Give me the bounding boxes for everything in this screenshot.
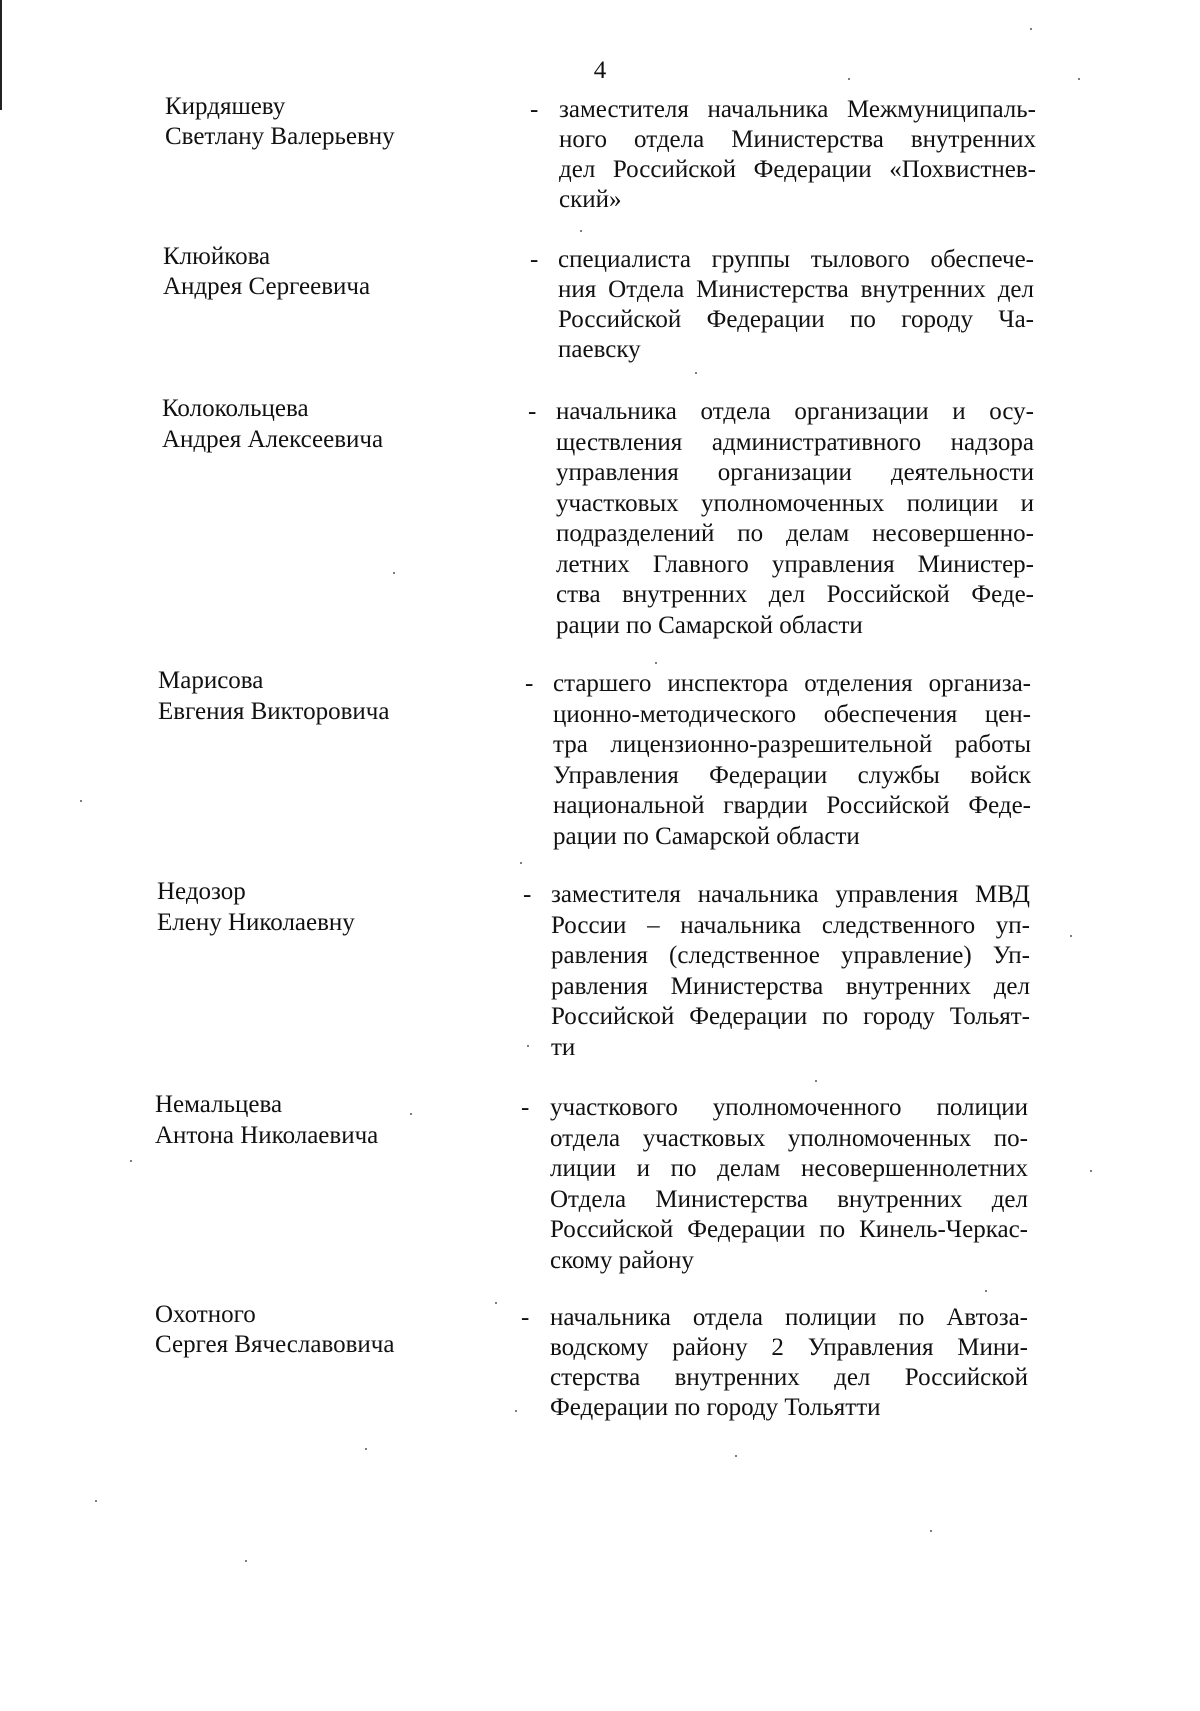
position-line: Отдела Министерства внутренних дел	[550, 1185, 1028, 1213]
position-line: подразделений по делам несовершенно-	[556, 520, 1034, 547]
position-line: специалиста группы тылового обеспече-	[558, 246, 1034, 273]
scan-speck	[495, 1302, 497, 1304]
entry-dash: -	[523, 881, 532, 908]
position-line: ти	[551, 1033, 576, 1061]
position-line: скому району	[550, 1246, 694, 1274]
scan-edge-line	[0, 0, 2, 110]
scan-speck	[245, 1560, 247, 1562]
position-line: ционно-методического обеспечения цен-	[553, 700, 1031, 728]
position-description	[558, 245, 1034, 365]
position-line: тра лицензионно-разрешительной работы	[553, 731, 1031, 758]
scan-speck	[695, 372, 697, 374]
position-line: участкового уполномоченного полиции	[550, 1094, 1028, 1121]
position-line: национальной гвардии Российской Феде-	[553, 792, 1031, 819]
person-name-line: Немальцева	[155, 1091, 283, 1118]
entry-dash: -	[521, 1094, 530, 1121]
position-line: Российской Федерации по городу Тольят-	[551, 1003, 1030, 1030]
person-name-line: Антона Николаевича	[155, 1121, 379, 1149]
person-name-line: Сергея Вячеславовича	[155, 1331, 395, 1358]
scan-speck	[1070, 935, 1072, 937]
position-description	[553, 669, 1031, 852]
position-line: ский»	[559, 186, 622, 213]
position-line: рации по Самарской области	[553, 822, 860, 850]
scan-speck	[580, 230, 582, 232]
person-name	[165, 92, 395, 152]
position-description	[556, 397, 1034, 641]
page-number: 4	[593, 57, 607, 84]
position-line: Российской Федерации по Кинель-Черкас-	[550, 1216, 1028, 1243]
scan-speck	[410, 1113, 412, 1115]
position-line: заместителя начальника Межмуниципаль-	[559, 96, 1036, 123]
scan-speck	[365, 1448, 367, 1450]
position-line: ства внутренних дел Российской Феде-	[556, 581, 1034, 608]
person-name	[157, 877, 355, 938]
person-name	[162, 394, 383, 455]
position-line: отдела участковых уполномоченных по-	[550, 1124, 1028, 1152]
scan-speck	[393, 572, 395, 574]
person-name	[155, 1090, 378, 1151]
position-line: летних Главного управления Министер-	[556, 550, 1034, 578]
position-line: паевску	[558, 336, 641, 363]
scan-speck	[130, 1160, 132, 1162]
person-name-line: Елену Николаевну	[157, 908, 355, 936]
person-name-line: Андрея Алексеевича	[162, 425, 384, 453]
position-line: Федерации по городу Тольятти	[550, 1394, 881, 1421]
position-line: ществления административного надзора	[556, 428, 1034, 456]
scan-speck	[1030, 28, 1032, 30]
scan-speck	[735, 1455, 737, 1457]
person-name-line: Клюйкова	[163, 243, 271, 270]
position-description	[551, 880, 1030, 1063]
position-line: начальника отдела организации и осу-	[556, 398, 1034, 425]
scan-speck	[1090, 1170, 1092, 1172]
position-description	[550, 1093, 1028, 1276]
position-line: рации по Самарской области	[556, 611, 863, 639]
position-line: управления организации деятельности	[556, 459, 1034, 486]
person-name-line: Марисова	[158, 667, 264, 694]
position-line: Управления Федерации службы войск	[553, 761, 1031, 789]
position-line: стерства внутренних дел Российской	[550, 1364, 1028, 1391]
person-name-line: Колокольцева	[162, 395, 309, 422]
position-line: заместителя начальника управления МВД	[551, 881, 1030, 908]
person-name-line: Охотного	[155, 1301, 256, 1328]
position-line: дел Российской Федерации «Похвистнев-	[559, 156, 1036, 183]
entry-dash: -	[525, 670, 534, 697]
position-line: равления (следственное управление) Уп-	[551, 942, 1030, 969]
scan-speck	[655, 662, 657, 664]
entry-dash: -	[521, 1304, 530, 1331]
position-line: России – начальника следственного уп-	[551, 911, 1030, 939]
position-line: участковых уполномоченных полиции и	[556, 489, 1034, 517]
scan-speck	[815, 1080, 817, 1082]
scan-speck	[848, 78, 850, 80]
position-line: начальника отдела полиции по Автоза-	[550, 1304, 1028, 1331]
person-name-line: Кирдяшеву	[165, 93, 286, 120]
position-line: лиции и по делам несовершеннолетних	[550, 1155, 1028, 1182]
person-name-line: Андрея Сергеевича	[163, 273, 371, 300]
position-line: Российской Федерации по городу Ча-	[558, 306, 1034, 333]
scan-speck	[95, 1500, 97, 1502]
position-description	[550, 1303, 1028, 1423]
person-name-line: Светлану Валерьевну	[165, 123, 395, 150]
person-name	[163, 242, 370, 302]
position-line: ния Отдела Министерства внутренних дел	[558, 276, 1034, 303]
position-line: ного отдела Министерства внутренних	[559, 126, 1036, 153]
person-name-line: Недозор	[157, 878, 246, 905]
entry-dash: -	[530, 246, 539, 273]
scan-speck	[985, 1290, 987, 1292]
position-line: равления Министерства внутренних дел	[551, 972, 1030, 1000]
position-line: старшего инспектора отделения организа-	[553, 670, 1031, 697]
scan-speck	[527, 1045, 529, 1047]
scan-speck	[515, 1410, 517, 1412]
scan-speck	[1078, 78, 1080, 80]
entry-dash: -	[530, 96, 539, 123]
entry-dash: -	[528, 398, 537, 425]
position-line: водскому району 2 Управления Мини-	[550, 1334, 1028, 1361]
scan-speck	[80, 800, 82, 802]
scan-speck	[930, 1530, 932, 1532]
position-description	[559, 95, 1036, 215]
scan-speck	[520, 862, 522, 864]
person-name	[158, 666, 389, 727]
person-name-line: Евгения Викторовича	[158, 697, 390, 725]
person-name	[155, 1300, 394, 1360]
